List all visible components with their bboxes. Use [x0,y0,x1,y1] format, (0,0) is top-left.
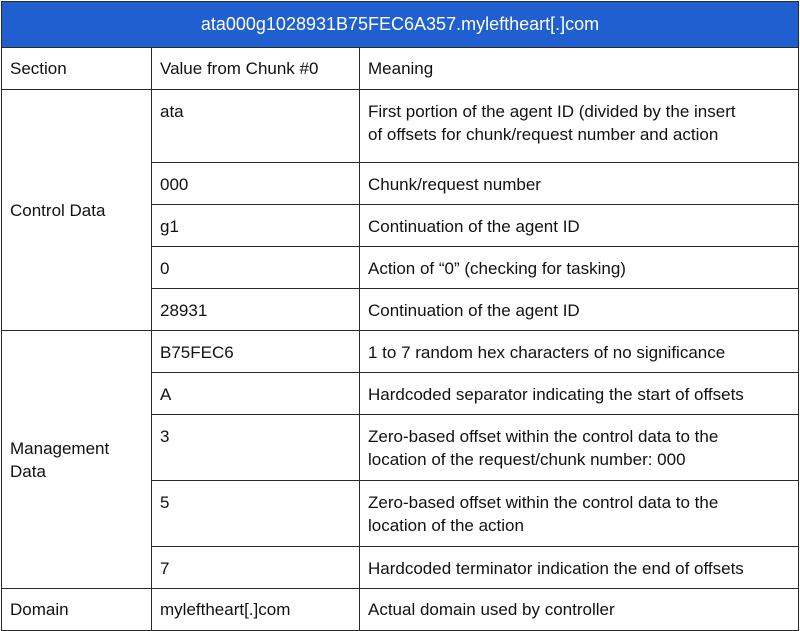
meaning-cell: Continuation of the agent ID [360,289,799,331]
dga-breakdown-table [1,1,799,631]
table-title: ata000g1028931B75FEC6A357.myleftheart[.]com [2,2,799,48]
value-cell: g1 [152,205,360,247]
table-title-row [2,2,799,48]
table-row [2,331,799,373]
meaning-line: of offsets for chunk/request number and action [368,125,719,144]
section-management-data [2,331,152,589]
value-cell: 3 [152,415,360,481]
meaning-cell [360,415,799,481]
value-cell: myleftheart[.]com [152,589,360,631]
value-cell: A [152,373,360,415]
table-header-row [2,48,799,90]
section-control-data: Control Data [2,90,152,331]
section-line: Data [10,461,46,481]
meaning-cell [360,481,799,547]
meaning-line: Zero-based offset within the control data to the [368,427,719,446]
meaning-line: location of the action [368,516,524,535]
table-row [2,589,799,631]
value-cell: 0 [152,247,360,289]
value-cell: B75FEC6 [152,331,360,373]
section-domain: Domain [2,589,152,631]
meaning-line: First portion of the agent ID (divided by the insert [368,102,736,121]
meaning-cell: Hardcoded terminator indication the end of offsets [360,547,799,589]
meaning-cell: Hardcoded separator indicating the start of offsets [360,373,799,415]
meaning-cell: Action of “0” (checking for tasking) [360,247,799,289]
section-line: Management [10,438,110,458]
header-value: Value from Chunk #0 [152,48,360,90]
value-cell: 7 [152,547,360,589]
value-cell: ata [152,90,360,163]
meaning-line: location of the request/chunk number: 000 [368,450,686,469]
meaning-cell: 1 to 7 random hex characters of no significance [360,331,799,373]
header-section: Section [2,48,152,90]
value-cell: 28931 [152,289,360,331]
meaning-cell: Actual domain used by controller [360,589,799,631]
table-row [2,90,799,163]
header-meaning: Meaning [360,48,799,90]
meaning-cell: Chunk/request number [360,163,799,205]
value-cell: 000 [152,163,360,205]
meaning-line: Zero-based offset within the control data to the [368,493,719,512]
meaning-cell: Continuation of the agent ID [360,205,799,247]
value-cell: 5 [152,481,360,547]
meaning-cell [360,90,799,163]
